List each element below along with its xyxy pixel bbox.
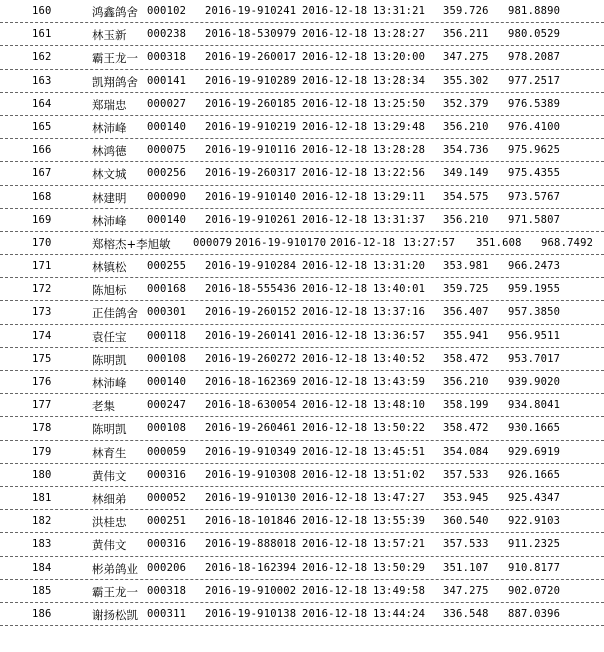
table-row bbox=[0, 441, 604, 464]
cell-points: 911.2325 bbox=[508, 538, 561, 551]
cell-time: 13:51:02 bbox=[373, 468, 426, 481]
cell-rank: 178 bbox=[32, 422, 52, 435]
cell-points: 956.9511 bbox=[508, 329, 561, 342]
cell-race-id: 2016-19-910241 bbox=[205, 5, 297, 17]
cell-date: 2016-12-18 bbox=[302, 213, 368, 226]
cell-date: 2016-12-18 bbox=[302, 515, 368, 528]
cell-race-id: 2016-19-910289 bbox=[205, 74, 297, 87]
cell-speed: 358.199 bbox=[443, 399, 489, 412]
table-row bbox=[0, 209, 604, 232]
table-row bbox=[0, 162, 604, 185]
cell-name: 陈明凯 bbox=[92, 352, 127, 367]
cell-points: 973.5767 bbox=[508, 190, 561, 203]
cell-ring: 000206 bbox=[147, 561, 187, 574]
cell-speed: 356.210 bbox=[443, 213, 489, 226]
cell-name: 陈明凯 bbox=[92, 422, 127, 437]
cell-ring: 000318 bbox=[147, 51, 187, 64]
cell-rank: 179 bbox=[32, 445, 52, 458]
cell-time: 13:27:57 bbox=[403, 236, 456, 249]
cell-date: 2016-12-18 bbox=[302, 28, 368, 41]
table-row bbox=[0, 70, 604, 93]
cell-date: 2016-12-18 bbox=[302, 468, 368, 481]
cell-speed: 347.275 bbox=[443, 584, 489, 597]
cell-rank: 166 bbox=[32, 144, 52, 157]
cell-race-id: 2016-18-162394 bbox=[205, 561, 297, 574]
cell-race-id: 2016-19-260141 bbox=[205, 329, 297, 342]
cell-time: 13:50:29 bbox=[373, 561, 426, 574]
cell-time: 13:37:16 bbox=[373, 306, 426, 319]
cell-race-id: 2016-19-260272 bbox=[205, 352, 297, 365]
cell-points: 959.1955 bbox=[508, 283, 561, 296]
cell-points: 975.4355 bbox=[508, 167, 561, 180]
cell-points: 922.9103 bbox=[508, 515, 561, 528]
cell-speed: 351.107 bbox=[443, 561, 489, 574]
cell-name: 林沛峰 bbox=[92, 376, 127, 390]
cell-time: 13:45:51 bbox=[373, 445, 426, 458]
cell-time: 13:29:48 bbox=[373, 120, 426, 133]
cell-name: 洪桂忠 bbox=[92, 515, 127, 530]
cell-name: 陈旭标 bbox=[92, 283, 127, 298]
cell-name: 郑榕杰+李旭敏 bbox=[92, 236, 171, 251]
cell-rank: 173 bbox=[32, 306, 52, 319]
cell-date: 2016-12-18 bbox=[302, 260, 368, 273]
cell-race-id: 2016-19-910138 bbox=[205, 607, 297, 620]
cell-date: 2016-12-18 bbox=[302, 561, 368, 574]
cell-time: 13:57:21 bbox=[373, 538, 426, 551]
cell-points: 934.8041 bbox=[508, 399, 561, 412]
cell-race-id: 2016-19-888018 bbox=[205, 538, 297, 551]
cell-ring: 000140 bbox=[147, 376, 187, 388]
cell-speed: 357.533 bbox=[443, 538, 489, 551]
cell-date: 2016-12-18 bbox=[302, 306, 368, 319]
cell-time: 13:22:56 bbox=[373, 167, 426, 180]
cell-ring: 000168 bbox=[147, 283, 187, 296]
cell-date: 2016-12-18 bbox=[302, 74, 368, 87]
cell-race-id: 2016-19-910170 bbox=[235, 236, 327, 249]
cell-name: 霸王龙一 bbox=[92, 51, 138, 66]
cell-ring: 000256 bbox=[147, 167, 187, 180]
cell-date: 2016-12-18 bbox=[302, 144, 368, 157]
cell-name: 鸿鑫鸽舍 bbox=[92, 5, 138, 19]
cell-points: 975.9625 bbox=[508, 144, 561, 157]
cell-race-id: 2016-19-260017 bbox=[205, 51, 297, 64]
cell-name: 郑瑞忠 bbox=[92, 97, 127, 112]
table-row bbox=[0, 301, 604, 324]
cell-rank: 164 bbox=[32, 97, 52, 110]
cell-rank: 170 bbox=[32, 236, 52, 249]
cell-speed: 358.472 bbox=[443, 422, 489, 435]
cell-rank: 169 bbox=[32, 213, 52, 226]
cell-date: 2016-12-18 bbox=[302, 120, 368, 133]
cell-ring: 000251 bbox=[147, 515, 187, 528]
table-row bbox=[0, 510, 604, 533]
cell-race-id: 2016-19-260185 bbox=[205, 97, 297, 110]
cell-date: 2016-12-18 bbox=[302, 422, 368, 435]
table-row bbox=[0, 464, 604, 487]
cell-name: 林育生 bbox=[92, 445, 127, 460]
cell-name: 林沛峰 bbox=[92, 120, 127, 135]
cell-speed: 354.575 bbox=[443, 190, 489, 203]
cell-rank: 172 bbox=[32, 283, 52, 296]
cell-name: 林鸿德 bbox=[92, 144, 127, 159]
cell-rank: 186 bbox=[32, 607, 52, 620]
cell-ring: 000311 bbox=[147, 607, 187, 620]
table-row bbox=[0, 603, 604, 626]
cell-rank: 182 bbox=[32, 515, 52, 528]
cell-rank: 161 bbox=[32, 28, 52, 41]
cell-rank: 174 bbox=[32, 329, 52, 342]
cell-ring: 000059 bbox=[147, 445, 187, 458]
cell-date: 2016-12-18 bbox=[302, 491, 368, 504]
table-row bbox=[0, 139, 604, 162]
cell-speed: 353.945 bbox=[443, 491, 489, 504]
cell-rank: 176 bbox=[32, 376, 52, 388]
cell-race-id: 2016-19-910219 bbox=[205, 120, 297, 133]
cell-speed: 358.472 bbox=[443, 352, 489, 365]
cell-name: 黄伟文 bbox=[92, 468, 127, 483]
cell-points: 981.8890 bbox=[508, 5, 561, 17]
cell-speed: 356.211 bbox=[443, 28, 489, 41]
cell-time: 13:31:37 bbox=[373, 213, 426, 226]
cell-time: 13:40:52 bbox=[373, 352, 426, 365]
cell-time: 13:20:00 bbox=[373, 51, 426, 64]
cell-ring: 000318 bbox=[147, 584, 187, 597]
cell-speed: 360.540 bbox=[443, 515, 489, 528]
table-row bbox=[0, 46, 604, 69]
cell-race-id: 2016-18-162369 bbox=[205, 376, 297, 388]
cell-name: 黄伟文 bbox=[92, 538, 127, 553]
cell-speed: 357.533 bbox=[443, 468, 489, 481]
cell-date: 2016-12-18 bbox=[302, 399, 368, 412]
cell-rank: 160 bbox=[32, 5, 52, 17]
table-row bbox=[0, 557, 604, 580]
cell-speed: 354.084 bbox=[443, 445, 489, 458]
cell-speed: 347.275 bbox=[443, 51, 489, 64]
table-row bbox=[0, 278, 604, 301]
cell-rank: 171 bbox=[32, 260, 52, 273]
cell-points: 887.0396 bbox=[508, 607, 561, 620]
cell-time: 13:48:10 bbox=[373, 399, 426, 412]
cell-date: 2016-12-18 bbox=[330, 236, 396, 249]
cell-ring: 000108 bbox=[147, 352, 187, 365]
table-row bbox=[0, 394, 604, 417]
cell-ring: 000140 bbox=[147, 120, 187, 133]
cell-time: 13:49:58 bbox=[373, 584, 426, 597]
cell-speed: 359.726 bbox=[443, 5, 489, 17]
cell-rank: 165 bbox=[32, 120, 52, 133]
table-row bbox=[0, 348, 604, 371]
cell-points: 976.4100 bbox=[508, 120, 561, 133]
cell-ring: 000141 bbox=[147, 74, 187, 87]
cell-ring: 000052 bbox=[147, 491, 187, 504]
cell-name: 霸王龙一 bbox=[92, 584, 138, 599]
cell-race-id: 2016-18-101846 bbox=[205, 515, 297, 528]
table-row bbox=[0, 23, 604, 46]
cell-rank: 180 bbox=[32, 468, 52, 481]
cell-speed: 355.941 bbox=[443, 329, 489, 342]
cell-rank: 175 bbox=[32, 352, 52, 365]
cell-ring: 000238 bbox=[147, 28, 187, 41]
cell-points: 930.1665 bbox=[508, 422, 561, 435]
cell-speed: 353.981 bbox=[443, 260, 489, 273]
cell-date: 2016-12-18 bbox=[302, 329, 368, 342]
cell-speed: 355.302 bbox=[443, 74, 489, 87]
cell-time: 13:44:24 bbox=[373, 607, 426, 620]
table-row bbox=[0, 0, 604, 23]
cell-points: 925.4347 bbox=[508, 491, 561, 504]
cell-ring: 000140 bbox=[147, 213, 187, 226]
cell-time: 13:43:59 bbox=[373, 376, 426, 388]
cell-rank: 167 bbox=[32, 167, 52, 180]
table-row bbox=[0, 487, 604, 510]
cell-points: 957.3850 bbox=[508, 306, 561, 319]
cell-time: 13:31:20 bbox=[373, 260, 426, 273]
cell-name: 林建明 bbox=[92, 190, 127, 205]
cell-ring: 000027 bbox=[147, 97, 187, 110]
table-row bbox=[0, 232, 604, 255]
cell-ring: 000316 bbox=[147, 538, 187, 551]
cell-race-id: 2016-18-555436 bbox=[205, 283, 297, 296]
cell-points: 971.5807 bbox=[508, 213, 561, 226]
cell-name: 林文城 bbox=[92, 167, 127, 182]
cell-date: 2016-12-18 bbox=[302, 352, 368, 365]
cell-time: 13:28:28 bbox=[373, 144, 426, 157]
cell-time: 13:28:27 bbox=[373, 28, 426, 41]
cell-race-id: 2016-19-910140 bbox=[205, 190, 297, 203]
cell-date: 2016-12-18 bbox=[302, 607, 368, 620]
cell-points: 980.0529 bbox=[508, 28, 561, 41]
table-row bbox=[0, 93, 604, 116]
cell-rank: 183 bbox=[32, 538, 52, 551]
cell-time: 13:47:27 bbox=[373, 491, 426, 504]
cell-name: 林沛峰 bbox=[92, 213, 127, 228]
cell-speed: 356.210 bbox=[443, 376, 489, 388]
cell-date: 2016-12-18 bbox=[302, 376, 368, 388]
cell-rank: 184 bbox=[32, 561, 52, 574]
table-row bbox=[0, 417, 604, 440]
cell-rank: 163 bbox=[32, 74, 52, 87]
cell-time: 13:50:22 bbox=[373, 422, 426, 435]
cell-date: 2016-12-18 bbox=[302, 445, 368, 458]
cell-time: 13:25:50 bbox=[373, 97, 426, 110]
cell-time: 13:31:21 bbox=[373, 5, 426, 17]
cell-speed: 336.548 bbox=[443, 607, 489, 620]
cell-points: 929.6919 bbox=[508, 445, 561, 458]
cell-ring: 000118 bbox=[147, 329, 187, 342]
cell-race-id: 2016-19-910349 bbox=[205, 445, 297, 458]
cell-points: 902.0720 bbox=[508, 584, 561, 597]
cell-date: 2016-12-18 bbox=[302, 283, 368, 296]
cell-name: 谢扬松凯 bbox=[92, 607, 138, 622]
cell-points: 953.7017 bbox=[508, 352, 561, 365]
cell-name: 彬弟鸽业 bbox=[92, 561, 138, 576]
cell-date: 2016-12-18 bbox=[302, 538, 368, 551]
cell-rank: 185 bbox=[32, 584, 52, 597]
cell-name: 林细弟 bbox=[92, 491, 127, 506]
cell-rank: 177 bbox=[32, 399, 52, 412]
cell-race-id: 2016-19-260317 bbox=[205, 167, 297, 180]
cell-date: 2016-12-18 bbox=[302, 190, 368, 203]
cell-rank: 181 bbox=[32, 491, 52, 504]
cell-race-id: 2016-19-910261 bbox=[205, 213, 297, 226]
cell-race-id: 2016-18-530979 bbox=[205, 28, 297, 41]
cell-ring: 000301 bbox=[147, 306, 187, 319]
cell-speed: 354.736 bbox=[443, 144, 489, 157]
cell-race-id: 2016-19-260152 bbox=[205, 306, 297, 319]
cell-time: 13:36:57 bbox=[373, 329, 426, 342]
cell-name: 正佳鸽舍 bbox=[92, 306, 138, 321]
cell-date: 2016-12-18 bbox=[302, 51, 368, 64]
table-row bbox=[0, 580, 604, 603]
cell-points: 968.7492 bbox=[541, 236, 594, 249]
cell-speed: 359.725 bbox=[443, 283, 489, 296]
cell-time: 13:29:11 bbox=[373, 190, 426, 203]
cell-rank: 168 bbox=[32, 190, 52, 203]
cell-date: 2016-12-18 bbox=[302, 167, 368, 180]
cell-points: 978.2087 bbox=[508, 51, 561, 64]
cell-speed: 351.608 bbox=[476, 236, 522, 249]
cell-rank: 162 bbox=[32, 51, 52, 64]
cell-date: 2016-12-18 bbox=[302, 5, 368, 17]
cell-ring: 000247 bbox=[147, 399, 187, 412]
cell-name: 袁任宝 bbox=[92, 329, 127, 344]
table-row bbox=[0, 533, 604, 556]
cell-date: 2016-12-18 bbox=[302, 584, 368, 597]
cell-name: 凯翔鸽舍 bbox=[92, 74, 138, 89]
table-row bbox=[0, 325, 604, 348]
cell-race-id: 2016-19-260461 bbox=[205, 422, 297, 435]
cell-ring: 000090 bbox=[147, 190, 187, 203]
cell-speed: 356.407 bbox=[443, 306, 489, 319]
cell-points: 910.8177 bbox=[508, 561, 561, 574]
cell-points: 966.2473 bbox=[508, 260, 561, 273]
cell-race-id: 2016-19-910130 bbox=[205, 491, 297, 504]
cell-points: 976.5389 bbox=[508, 97, 561, 110]
table-row bbox=[0, 255, 604, 278]
cell-speed: 356.210 bbox=[443, 120, 489, 133]
cell-race-id: 2016-19-910284 bbox=[205, 260, 297, 273]
cell-speed: 352.379 bbox=[443, 97, 489, 110]
cell-ring: 000102 bbox=[147, 5, 187, 17]
cell-ring: 000079 bbox=[193, 236, 233, 249]
cell-speed: 349.149 bbox=[443, 167, 489, 180]
cell-time: 13:40:01 bbox=[373, 283, 426, 296]
table-row bbox=[0, 116, 604, 139]
cell-name: 林玉新 bbox=[92, 28, 127, 43]
cell-name: 林镇松 bbox=[92, 260, 127, 275]
cell-time: 13:28:34 bbox=[373, 74, 426, 87]
cell-ring: 000075 bbox=[147, 144, 187, 157]
cell-time: 13:55:39 bbox=[373, 515, 426, 528]
table-row bbox=[0, 371, 604, 394]
cell-date: 2016-12-18 bbox=[302, 97, 368, 110]
table-row bbox=[0, 186, 604, 209]
cell-name: 老集 bbox=[92, 399, 115, 414]
cell-points: 926.1665 bbox=[508, 468, 561, 481]
cell-race-id: 2016-19-910116 bbox=[205, 144, 297, 157]
cell-race-id: 2016-19-910308 bbox=[205, 468, 297, 481]
cell-points: 977.2517 bbox=[508, 74, 561, 87]
cell-ring: 000316 bbox=[147, 468, 187, 481]
cell-points: 939.9020 bbox=[508, 376, 561, 388]
cell-race-id: 2016-18-630054 bbox=[205, 399, 297, 412]
cell-ring: 000108 bbox=[147, 422, 187, 435]
cell-ring: 000255 bbox=[147, 260, 187, 273]
cell-race-id: 2016-19-910002 bbox=[205, 584, 297, 597]
